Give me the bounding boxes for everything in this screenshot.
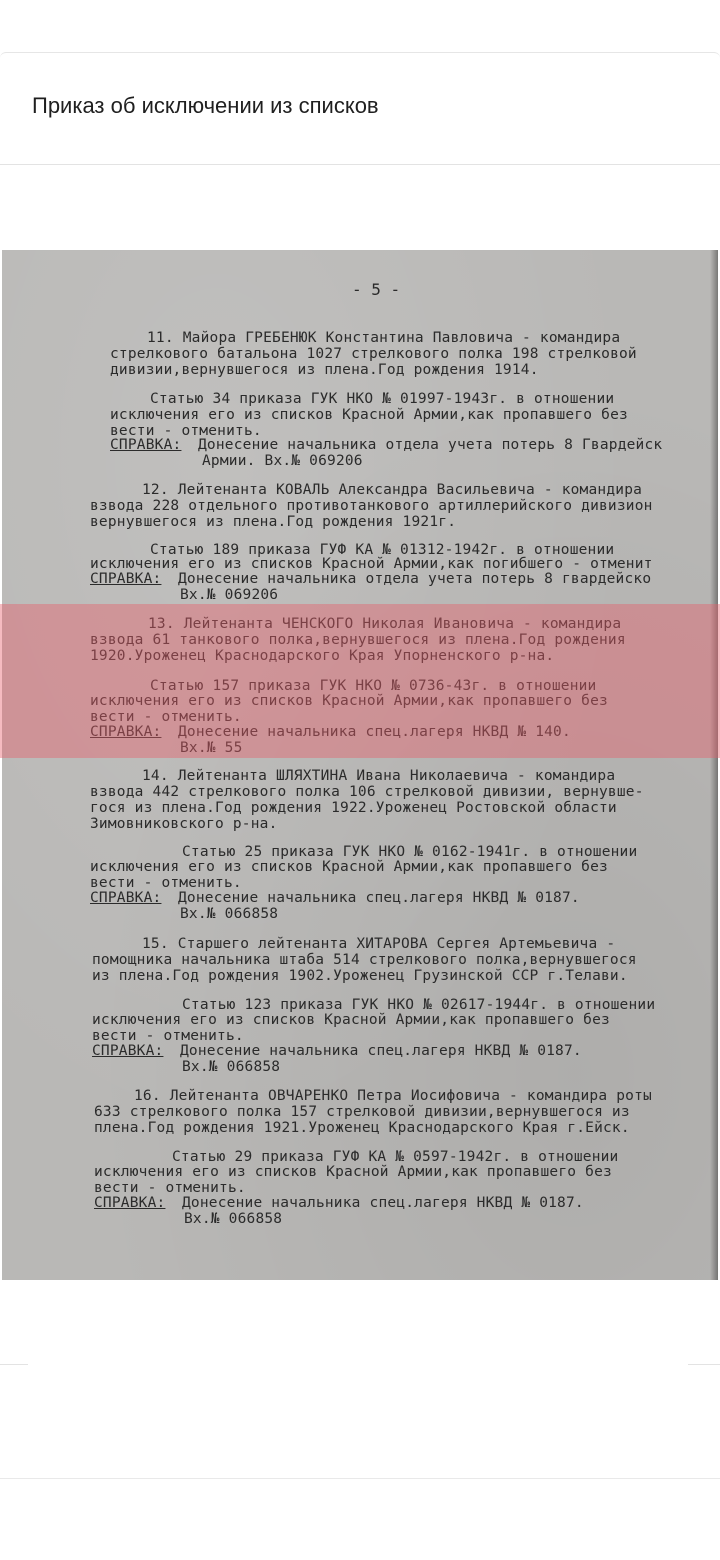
entry-11-line-1: 11. Майора ГРЕБЕНЮК Константина Павловича - командира xyxy=(147,330,621,346)
entry-16-spravka-text: Донесение начальника спец.лагеря НКВД № 0187. xyxy=(182,1195,584,1211)
entry-11-order-1: Статью 34 приказа ГУК НКО № 01997-1943г. в отношении xyxy=(150,391,615,407)
entry-13-spravka-label: СПРАВКА: xyxy=(90,724,162,740)
entry-12-spravka-label: СПРАВКА: xyxy=(90,571,162,587)
card-header xyxy=(0,53,720,165)
bottom-divider xyxy=(0,1478,720,1479)
entry-11-spravka-cont: Армии. Вх.№ 069206 xyxy=(202,453,363,469)
entry-11-line-2: стрелкового батальона 1027 стрелкового полка 198 стрелковой xyxy=(110,346,637,362)
entry-15-line-2: помощника начальника штаба 514 стрелкового полка,вернувшегося xyxy=(92,952,637,968)
entry-12-spravka-text: Донесение начальника отдела учета потерь 8 гвардейско xyxy=(178,571,652,587)
entry-14-line-3: гося из плена.Год рождения 1922.Уроженец Ростовской области xyxy=(90,800,617,816)
entry-14-spravka-text: Донесение начальника спец.лагеря НКВД № 0187. xyxy=(178,890,580,906)
entry-15-spravka-label: СПРАВКА: xyxy=(92,1043,164,1059)
entry-12-spravka-cont: Вх.№ 069206 xyxy=(180,587,279,603)
entry-13-order-3: вести - отменить. xyxy=(90,709,242,725)
entry-14-spravka-cont: Вх.№ 066858 xyxy=(180,906,279,922)
entry-12-line-2: взвода 228 отдельного противотанкового артиллерийского дивизион xyxy=(90,498,653,514)
entry-14-order-1: Статью 25 приказа ГУК НКО № 0162-1941г. в отношении xyxy=(182,844,638,860)
entry-16-spravka-cont: Вх.№ 066858 xyxy=(184,1211,283,1227)
entry-14-line-1: 14. Лейтенанта ШЛЯХТИНА Ивана Николаевича - командира xyxy=(142,768,616,784)
entry-12-line-3: вернувшегося из плена.Год рождения 1921г. xyxy=(90,514,457,530)
divider-left xyxy=(0,1364,28,1365)
entry-16-line-2: 633 стрелкового полка 157 стрелковой дивизии,вернувшегося из xyxy=(94,1104,630,1120)
entry-15-spravka-cont: Вх.№ 066858 xyxy=(182,1059,281,1075)
entry-15-spravka-text: Донесение начальника спец.лагеря НКВД № 0187. xyxy=(180,1043,582,1059)
entry-14-order-3: вести - отменить. xyxy=(90,875,242,891)
top-strip xyxy=(0,0,720,52)
document-scan-image[interactable] xyxy=(2,250,718,1280)
entry-16-line-3: плена.Год рождения 1921.Уроженец Краснодарского Края г.Ейск. xyxy=(94,1120,630,1136)
entry-16-order-2: исключения его из списков Красной Армии,как пропавшего без xyxy=(94,1164,612,1180)
entry-13-line-2: взвода 61 танкового полка,вернувшегося из плена.Год рождения xyxy=(90,632,626,648)
entry-13-line-3: 1920.Уроженец Краснодарского Края Упорненского р-на. xyxy=(90,648,555,664)
card-title: Приказ об исключении из списков xyxy=(32,93,379,118)
page-number: - 5 - xyxy=(352,280,401,299)
entry-16-spravka-label: СПРАВКА: xyxy=(94,1195,166,1211)
entry-11-line-3: дивизии,вернувшегося из плена.Год рождения 1914. xyxy=(110,362,539,378)
entry-15-order-1: Статью 123 приказа ГУК НКО № 02617-1944г. в отношении xyxy=(182,997,656,1013)
entry-12-order-2: исключения его из списков Красной Армии,как погибшего - отменит xyxy=(90,556,653,572)
entry-13-order-1: Статью 157 приказа ГУК НКО № 0736-43г. в отношении xyxy=(150,678,597,694)
highlighted-entry-13 xyxy=(0,604,720,758)
entry-11-spravka-label: СПРАВКА: xyxy=(110,437,182,453)
entry-14-order-2: исключения его из списков Красной Армии,как пропавшего без xyxy=(90,859,608,875)
entry-16-order-3: вести - отменить. xyxy=(94,1180,246,1196)
entry-15-order-3: вести - отменить. xyxy=(92,1028,244,1044)
entry-15-line-3: из плена.Год рождения 1902.Уроженец Грузинской ССР г.Телави. xyxy=(92,968,628,984)
entry-14-line-2: взвода 442 стрелкового полка 106 стрелковой дивизии, вернувше- xyxy=(90,784,644,800)
entry-12-order-1: Статью 189 приказа ГУФ КА № 01312-1942г. в отношении xyxy=(150,542,615,558)
entry-11-order-2: исключения его из списков Красной Армии,как пропавшего без xyxy=(110,407,628,423)
entry-16-order-1: Статью 29 приказа ГУФ КА № 0597-1942г. в отношении xyxy=(172,1149,619,1165)
entry-16-line-1: 16. Лейтенанта ОВЧАРЕНКО Петра Иосифовича - командира роты xyxy=(134,1088,652,1104)
divider-right xyxy=(688,1364,720,1365)
entry-14-line-4: Зимовниковского р-на. xyxy=(90,816,278,832)
entry-12-line-1: 12. Лейтенанта КОВАЛЬ Александра Васильевича - командира xyxy=(142,482,643,498)
entry-13-spravka-cont: Вх.№ 55 xyxy=(180,740,243,756)
entry-11-spravka-text: Донесение начальника отдела учета потерь 8 Гвардейск xyxy=(198,437,663,453)
entry-14-spravka-label: СПРАВКА: xyxy=(90,890,162,906)
entry-13-spravka-text: Донесение начальника спец.лагеря НКВД № 140. xyxy=(178,724,571,740)
entry-15-line-1: 15. Старшего лейтенанта ХИТАРОВА Сергея Артемьевича - xyxy=(142,936,616,952)
entry-15-order-2: исключения его из списков Красной Армии,как пропавшего без xyxy=(92,1012,610,1028)
entry-13-line-1: 13. Лейтенанта ЧЕНСКОГО Николая Ивановича - командира xyxy=(148,616,622,632)
entry-13-order-2: исключения его из списков Красной Армии,как пропавшего без xyxy=(90,693,608,709)
entry-11-order-3: вести - отменить. xyxy=(110,423,262,439)
